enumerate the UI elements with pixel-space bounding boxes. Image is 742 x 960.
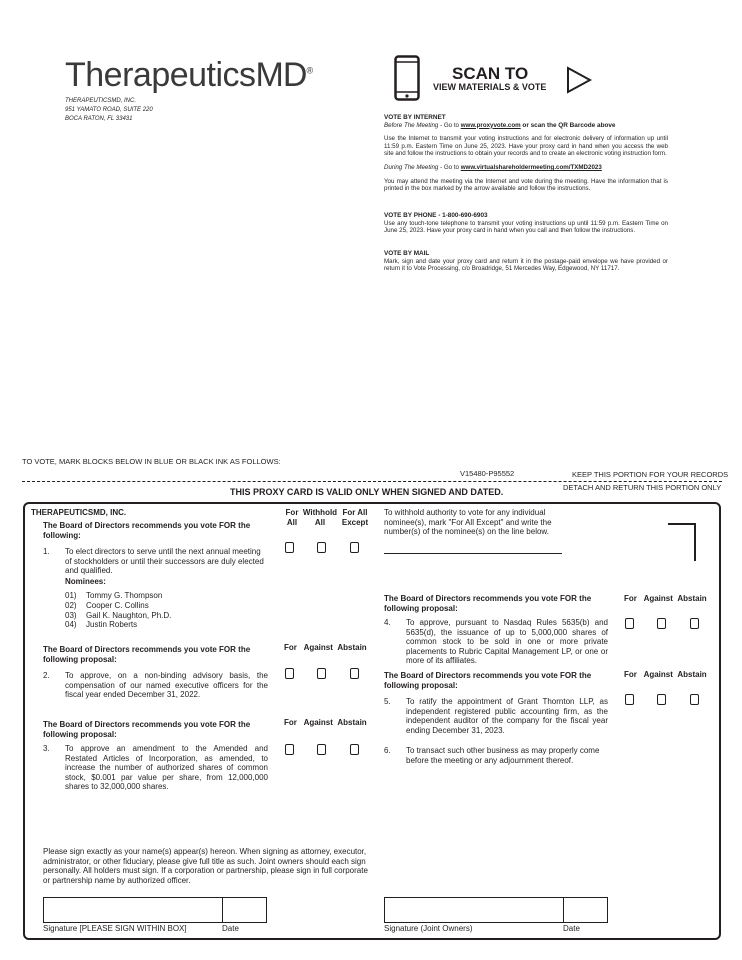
vote-mail-section: VOTE BY MAIL Mark, sign and date your proxy card and return it in the postage-paid envelope we have provided or return it to Vote Processing, c/o Broadridge, 51 Mercedes Way, Edgewood, NY 11717. xyxy=(384,250,668,273)
play-arrow-icon xyxy=(566,66,592,99)
p6-number: 6. xyxy=(384,746,391,755)
control-number: V15480-P95552 xyxy=(460,469,515,478)
vote-phone-section: VOTE BY PHONE - 1-800-690-6903 Use any touch-tone telephone to transmit your voting instructions up until 11:59 p.m. Eastern Time on June 25, 2023. Have your proxy card in hand when you call and then follow the instructions. xyxy=(384,212,668,235)
scan-title: SCAN TO xyxy=(452,64,529,83)
signature-date-box[interactable] xyxy=(222,897,267,923)
p4-recommendation: The Board of Directors recommends you vote FOR the following proposal: xyxy=(384,594,592,613)
p5-for-checkbox[interactable] xyxy=(625,694,634,705)
p5-recommendation: The Board of Directors recommends you vote FOR the following proposal: xyxy=(384,671,592,690)
keep-portion-label: KEEP THIS PORTION FOR YOUR RECORDS xyxy=(572,470,729,479)
p2-recommendation: The Board of Directors recommends you vote FOR the following proposal: xyxy=(43,645,251,664)
nominee-list xyxy=(65,591,171,630)
scan-subtitle: VIEW MATERIALS & VOTE xyxy=(433,82,547,92)
p4-col-headers: For Against Abstain xyxy=(624,594,707,603)
p1-number: 1. xyxy=(43,547,50,556)
p3-recommendation: The Board of Directors recommends you vote FOR the following proposal: xyxy=(43,720,251,739)
p2-col-headers: For Against Abstain xyxy=(284,643,367,652)
joint-signature-box[interactable] xyxy=(384,897,564,923)
p5-against-checkbox[interactable] xyxy=(657,694,666,705)
nominees-label: Nominees: xyxy=(65,577,106,586)
p1-recommendation: The Board of Directors recommends you vote FOR the following: xyxy=(43,521,251,540)
p5-abstain-checkbox[interactable] xyxy=(690,694,699,705)
proxyvote-link[interactable]: www.proxyvote.com xyxy=(460,121,521,129)
p6-text: To transact such other business as may properly come before the meeting or any adjournment thereof. xyxy=(406,746,600,765)
joint-date-label: Date xyxy=(563,924,580,933)
phone-icon xyxy=(394,55,420,101)
nominee-item: 02) Cooper C. Collins xyxy=(65,600,149,610)
joint-signature-label: Signature (Joint Owners) xyxy=(384,924,473,933)
p3-for-checkbox[interactable] xyxy=(285,744,294,755)
vote-internet-section: VOTE BY INTERNET Before The Meeting - Go to www.proxyvote.com or scan the QR Barcode above Use the Internet to transmit your voting instructions and for electronic delivery of information up until 11:59 p.m. Eastern Time on June 25, 2023. Have your proxy card in hand when you access the web site and follow the instructions to obtain your records and to create an electronic voting instruction form. During The Meeting - Go to www.virtualshareholdermeeting.com/TXMD2023 You may attend the meeting via the Internet and vote during the meeting. Have the information that is printed in the box marked by the arrow available and follow the instructions. xyxy=(384,114,668,193)
nominee-item: 03) Gail K. Naughton, Ph.D. xyxy=(65,610,172,620)
valid-notice: THIS PROXY CARD IS VALID ONLY WHEN SIGNED AND DATED. xyxy=(230,487,504,497)
signature-box[interactable] xyxy=(43,897,223,923)
vote-internet-heading: VOTE BY INTERNET xyxy=(384,114,446,121)
p3-col-headers: For Against Abstain xyxy=(284,718,367,727)
p2-abstain-checkbox[interactable] xyxy=(350,668,359,679)
withhold-instruction: To withhold authority to vote for any individual nominee(s), mark "For All Except" and write the number(s) of the nominee(s) on the line below. xyxy=(384,508,552,536)
company-logo: TherapeuticsMD® xyxy=(65,56,313,94)
p4-number: 4. xyxy=(384,618,391,627)
p2-against-checkbox[interactable] xyxy=(317,668,326,679)
detach-line xyxy=(22,481,722,482)
joint-date-box[interactable] xyxy=(563,897,608,923)
nominee-item: 01) Tommy G. Thompson xyxy=(65,591,163,600)
company-address: THERAPEUTICSMD, INC. 951 YAMATO ROAD, SUITE 220 BOCA RATON, FL 33431 xyxy=(65,98,153,122)
date-label: Date xyxy=(222,924,239,933)
card-company: THERAPEUTICSMD, INC. xyxy=(31,508,127,517)
p1-text: To elect directors to serve until the next annual meeting of stockholders or until their successors are duly elected and qualified. xyxy=(65,547,264,575)
p3-against-checkbox[interactable] xyxy=(317,744,326,755)
col-for-all: For All xyxy=(285,508,299,527)
signature-label: Signature [PLEASE SIGN WITHIN BOX] xyxy=(43,924,187,933)
arrow-corner-mark xyxy=(668,523,696,561)
sign-instruction: Please sign exactly as your name(s) appear(s) hereon. When signing as attorney, executor, administrator, or other fiduciary, please give full title as such. Joint owners should each sign personally. All holders must sign. If a corporation or partnership, please sign in full corporate or partnership name by authorized officer. xyxy=(43,847,368,885)
col-withhold-all: Withhold All xyxy=(302,508,338,527)
withhold-nominee-line[interactable] xyxy=(384,553,562,554)
p4-abstain-checkbox[interactable] xyxy=(690,618,699,629)
p2-for-checkbox[interactable] xyxy=(285,668,294,679)
detach-return-label: DETACH AND RETURN THIS PORTION ONLY xyxy=(563,483,722,492)
p1-withhold-all-checkbox[interactable] xyxy=(317,542,326,553)
p3-abstain-checkbox[interactable] xyxy=(350,744,359,755)
p5-number: 5. xyxy=(384,697,391,706)
p4-against-checkbox[interactable] xyxy=(657,618,666,629)
col-for-all-except: For All Except xyxy=(341,508,369,527)
p3-number: 3. xyxy=(43,744,50,753)
p4-text: To approve, pursuant to Nasdaq Rules 5635(b) and 5635(d), the issuance of up to 5,000,000 shares of common stock to be sold in one or more private placements to Rubric Capital Management LP, or one or more of its affiliates. xyxy=(406,618,608,665)
p2-number: 2. xyxy=(43,671,50,680)
p1-for-all-checkbox[interactable] xyxy=(285,542,294,553)
p5-col-headers: For Against Abstain xyxy=(624,670,707,679)
virtual-meeting-link[interactable]: www.virtualshareholdermeeting.com/TXMD2023 xyxy=(460,163,602,171)
p5-text: To ratify the appointment of Grant Thornton LLP, as independent registered public accounting firm, as the independent auditor of the company for the fiscal year ending December 31, 2023. xyxy=(406,697,608,735)
nominee-item: 04) Justin Roberts xyxy=(65,620,138,630)
mark-instruction: TO VOTE, MARK BLOCKS BELOW IN BLUE OR BLACK INK AS FOLLOWS: xyxy=(22,457,281,466)
p1-for-all-except-checkbox[interactable] xyxy=(350,542,359,553)
p4-for-checkbox[interactable] xyxy=(625,618,634,629)
p3-text: To approve an amendment to the Amended and Restated Articles of Incorporation, as amended, to increase the number of authorized shares of common stock, $0.001 par value per share, from 12,000,000 shares to 32,000,000 shares. xyxy=(65,744,268,791)
p2-text: To approve, on a non-binding advisory basis, the compensation of our named executive officers for the fiscal year ended December 31, 2022. xyxy=(65,671,268,699)
